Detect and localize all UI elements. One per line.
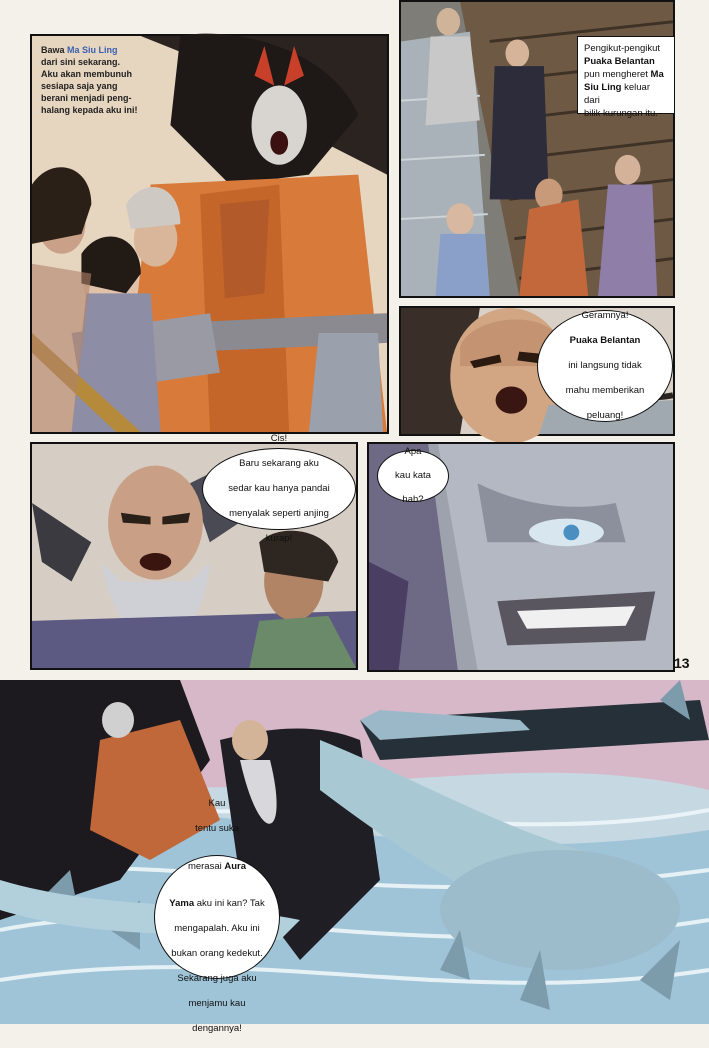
caption-line [41, 44, 139, 56]
speech-bubble-aura-yama [154, 798, 280, 1035]
caption-name-siu-ling: Siu Ling [584, 82, 622, 93]
caption-text: Bawa [41, 45, 68, 55]
bubble-text: merasai [187, 860, 225, 872]
bubble-name-puaka-belantan: Puaka Belantan [569, 334, 641, 346]
caption-line: halang kepada aku ini! [41, 105, 138, 115]
caption-line [584, 55, 668, 68]
bubble-line: menyalak seperti anjing [229, 507, 329, 519]
bubble-line: Sekarang juga aku [177, 973, 257, 985]
caption-line: bilik kurungan itu. [584, 108, 658, 119]
caption-name-puaka-belantan: Puaka Belantan [584, 56, 655, 67]
bubble-line: tentu suka [195, 823, 239, 835]
battle-illustration [0, 680, 709, 1024]
bubble-line: bukan orang kedekut. [171, 948, 263, 960]
bubble-line: Cis! [270, 432, 288, 444]
panel-angry-face [399, 306, 675, 436]
panel-bearded-monk [30, 432, 358, 670]
caption-text: keluar dari [584, 82, 650, 106]
caption-line: Aku akan membunuh [41, 69, 133, 79]
bubble-line [169, 886, 264, 911]
panel-demon-closeup [367, 442, 675, 672]
bubble-line: kau kata [395, 470, 431, 481]
bubble-line: Kau [208, 798, 226, 810]
caption-warrior-threat [35, 39, 145, 139]
bubble-line: mahu memberikan [565, 384, 645, 396]
bubble-line [566, 335, 645, 348]
caption-text: pun mengheret [584, 69, 651, 80]
speech-bubble-apa [377, 446, 449, 505]
caption-line: sesiapa saja yang [41, 81, 118, 91]
bubble-name-aura: Aura [224, 860, 247, 872]
panel-aura-yama-battle [0, 680, 709, 1035]
bubble-line: menjamu kau [188, 998, 246, 1010]
caption-line: Pengikut-pengikut [584, 43, 661, 54]
bubble-line: dengannya! [192, 1023, 242, 1035]
bubble-line: kurap! [265, 532, 293, 544]
bubble-line: sedar kau hanya pandai [228, 482, 330, 494]
caption-line [584, 81, 668, 107]
bubble-line: hah? [402, 494, 424, 505]
bubble-text: aku ini kan? Tak [194, 898, 265, 910]
bubble-line: Baru sekarang aku [239, 457, 319, 469]
bubble-line: peluang! [586, 409, 624, 421]
bubble-line [169, 848, 264, 873]
bubble-name-yama: Yama [169, 898, 195, 910]
caption-line [584, 68, 668, 81]
panel-demon-warrior [30, 34, 389, 434]
panel-followers-dragging [399, 0, 675, 298]
caption-followers-drag [577, 36, 675, 119]
caption-line: berani menjadi peng- [41, 93, 132, 103]
bubble-line: ini langsung tidak [568, 359, 642, 371]
bubble-line: Apa [404, 446, 422, 457]
caption-line: dari sini sekarang. [41, 57, 121, 67]
speech-bubble-geramnya [537, 310, 673, 422]
bubble-line: mengapalah. Aku ini [174, 923, 260, 935]
speech-bubble-cis [202, 432, 356, 544]
bubble-line: Geramnya! [581, 309, 629, 321]
caption-name-ma-siu-ling: Ma Siu Ling [67, 45, 118, 55]
caption-name-ma: Ma [650, 69, 664, 80]
page-number: 13 [674, 655, 690, 671]
